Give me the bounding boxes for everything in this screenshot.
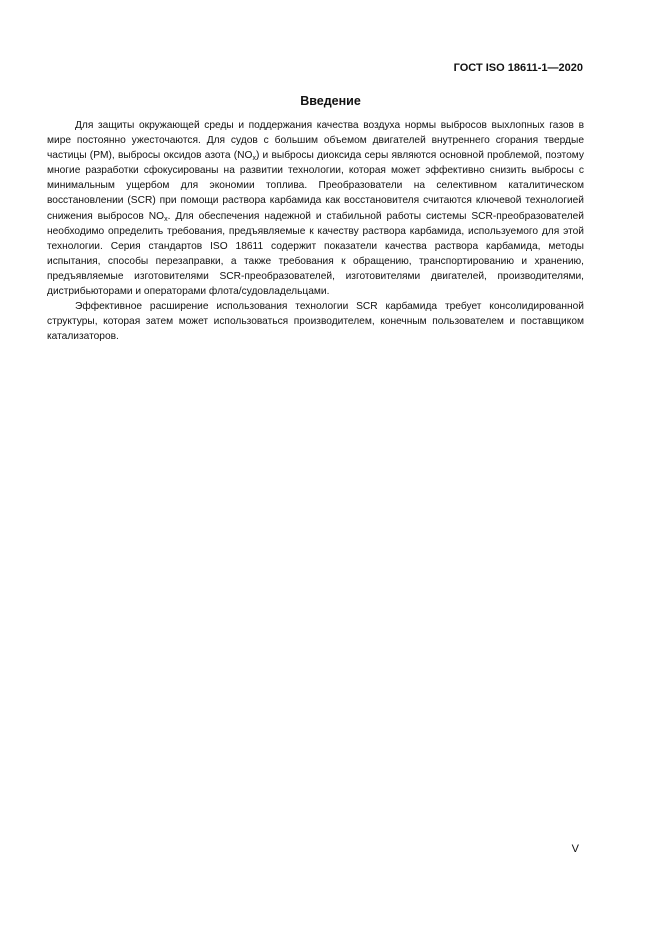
- paragraph-1-part-2: ) и выбросы диоксида серы являются основной проблемой, поэтому многие разработки сфокусированы на развитии технологии, которая может эффективно снизить выбросы с минимальным ущербом для экономии топлива. Преобразователи на селективном каталитическом восстановлении (SCR) при помощи раствора карбамида как восстановителя считаются ключевой технологией снижения выбросов NO: [47, 150, 584, 222]
- subscript-x-1: x: [252, 155, 256, 163]
- paragraph-2: Эффективное расширение использования технологии SCR карбамида требует консолидированной структуры, которая затем может использоваться производителем, конечным пользователем и поставщиком катализаторов.: [47, 301, 584, 343]
- paragraph-1-part-1: Для защиты окружающей среды и поддержания качества воздуха нормы выбросов выхлопных газов в мире постоянно ужесточаются. Для судов с большим объемом двигателей внутреннего сгорания твердые частицы (PM), выбросы оксидов азота (NO: [47, 120, 584, 162]
- page-number: V: [571, 843, 579, 855]
- subscript-x-2: x: [164, 215, 168, 223]
- paragraph-1: [47, 118, 584, 299]
- introduction-body: [47, 118, 584, 344]
- paragraph-1-part-3: . Для обеспечения надежной и стабильной работы системы SCR-преобразователей необходимо определить требования, предъявляемые к качеству раствора карбамида, используемого для этой технологии. Серия стандартов ISO 18611 содержит показатели качества раствора карбамида, методы испытания, способы перезаправки, а также требования к обращению, транспортированию и хранению, предъявляемые изготовителями SCR-преобразователей, изготовителями двигателей, производителями, дистрибьюторами и операторами флота/судовладельцами.: [47, 210, 584, 298]
- section-title: Введение: [300, 94, 361, 108]
- standard-code: ГОСТ ISO 18611-1—2020: [453, 62, 583, 74]
